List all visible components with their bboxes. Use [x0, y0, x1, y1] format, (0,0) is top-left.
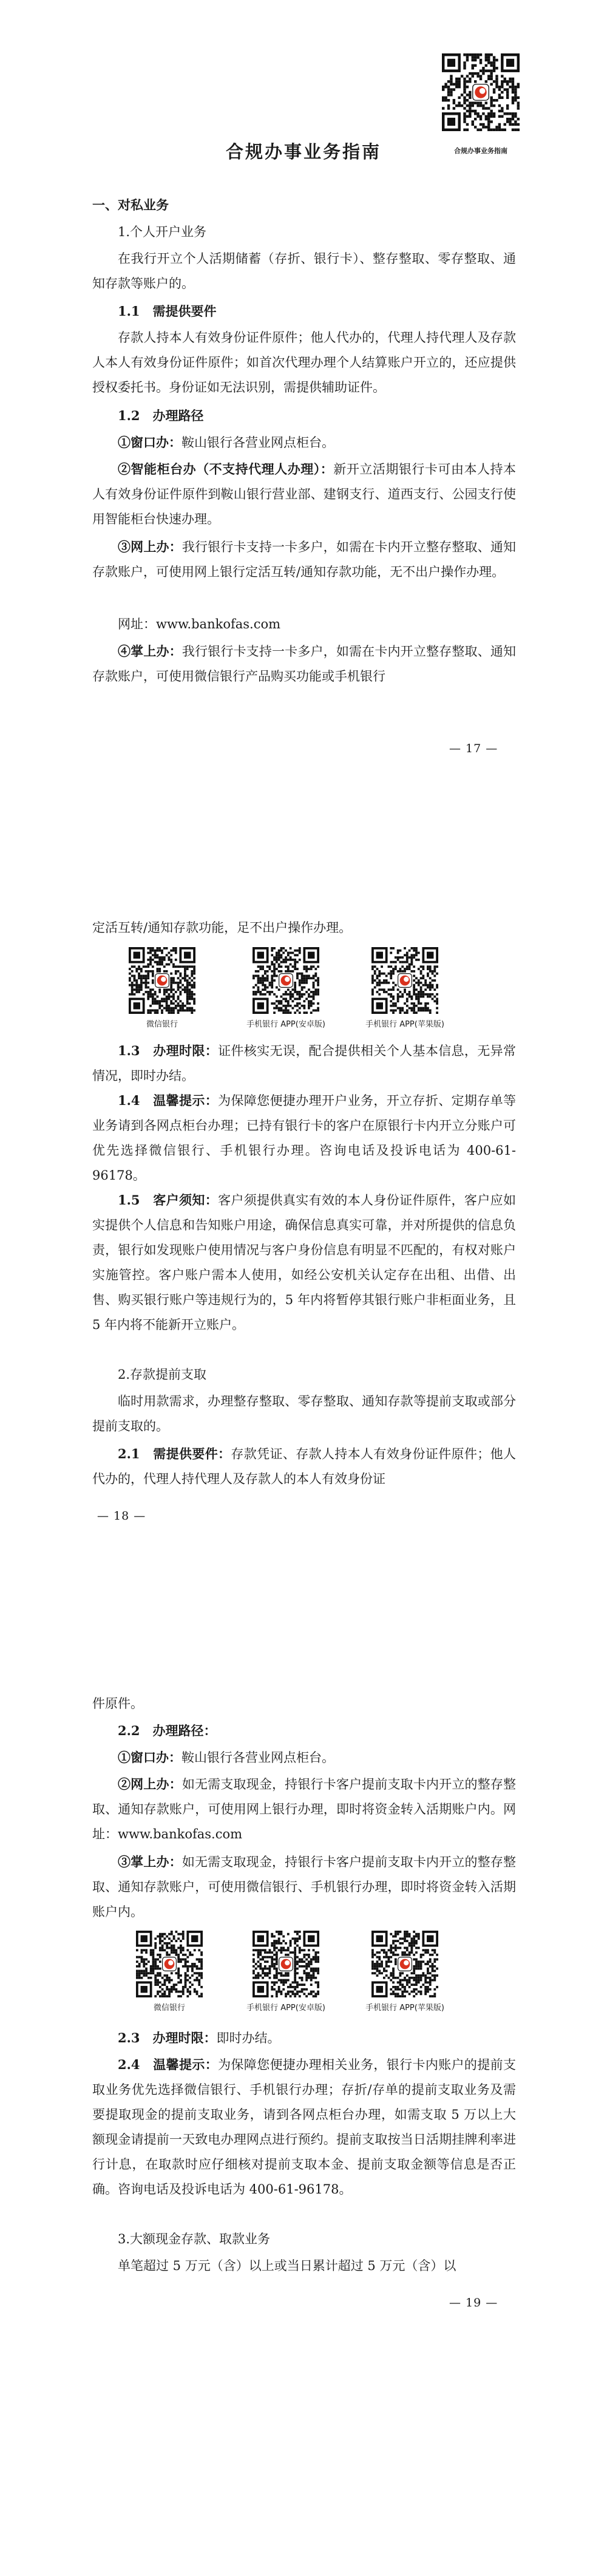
- item-label: ③掌上办：: [118, 1854, 182, 1869]
- qr-code-icon: [253, 947, 319, 1014]
- item-label: ①窗口办：: [118, 435, 181, 450]
- header-qr-code: [442, 53, 520, 131]
- item-label: 1.5 客户须知：: [118, 1192, 219, 1208]
- item-text: 为保障您便捷办理开户业务，开立存折、定期存单等业务请到各网点柜台办理；已持有银行卡的客户在原银行卡内开立分账户可优先选择微信银行、手机银行办理。咨询电话及投诉电话为 400-61-96178。: [92, 1093, 516, 1183]
- item-text: 存款凭证、存款人持本人有效身份证件原件；他人代办的，代理人持代理人及存款人的本人有效身份证: [92, 1447, 516, 1486]
- paragraph: [92, 430, 516, 455]
- page-title: 合规办事业务指南: [225, 141, 381, 162]
- header-qr-caption: 合规办事业务指南: [454, 147, 507, 155]
- item-label: 1.4 温馨提示：: [118, 1093, 219, 1108]
- paragraph: [92, 1745, 516, 1770]
- paragraph: [92, 2052, 516, 2202]
- subheading: 1.个人开户业务: [118, 225, 207, 239]
- section-heading: 一、对私业务: [92, 198, 169, 212]
- item-label: 1.3 办理时限：: [118, 1043, 219, 1058]
- bank-logo-icon: [473, 84, 489, 100]
- bank-logo-icon: [398, 974, 412, 988]
- qr-caption: 微信银行: [146, 1020, 178, 1029]
- item-text: 为保障您便捷办理相关业务，银行卡内账户的提前支取业务优先选择微信银行、手机银行办理；存折/存单的提前支取业务及需要提取现金的提前支取业务，请到各网点柜台办理，如需支取 5 万以上大额现金请提前一天致电办理网点进行预约。提前支取按当日活期挂牌利率进行计息，在取款时应仔细核对提前支取本金、提前支取金额等信息是否正确。咨询电话及投诉电话为 400-61-96178。: [92, 2058, 516, 2197]
- paragraph: [92, 1188, 516, 1337]
- qr-android: [253, 1931, 319, 1997]
- qr-code-icon: [371, 1931, 438, 1997]
- qr-code-icon: [442, 53, 520, 131]
- subheading: 3.大额现金存款、取款业务: [118, 2232, 271, 2246]
- item-label: ③网上办：: [118, 539, 182, 554]
- url-line: 网址：www.bankofas.com: [118, 617, 281, 631]
- bank-logo-icon: [163, 1957, 177, 1971]
- qr-wechat: [129, 947, 195, 1014]
- item-label: 2.1 需提供要件：: [118, 1446, 231, 1461]
- page-number: — 17 —: [449, 742, 498, 755]
- paragraph: 临时用款需求，办理整存整取、零存整取、通知存款等提前支取或部分提前支取的。: [92, 1394, 516, 1433]
- subheading: 2.存款提前支取: [118, 1367, 207, 1382]
- qr-android: [253, 947, 319, 1014]
- item-text: 鞍山银行各营业网点柜台。: [181, 1750, 334, 1765]
- qr-ios: [371, 1931, 438, 1997]
- item-text: 新开立活期银行卡可由本人持本人有效身份证件原件到鞍山银行营业部、建钢支行、道西支行、公园支行使用智能柜台快速办理。: [92, 462, 517, 526]
- paragraph: [92, 1849, 516, 1925]
- qr-ios: [371, 947, 438, 1014]
- bank-logo-icon: [398, 1957, 412, 1971]
- item-text: 客户须提供真实有效的本人身份证件原件，客户应如实提供个人信息和告知账户用途，确保信息真实可靠，并对所提供的信息负责，银行如发现账户使用情况与客户身份信息有明显不匹配的，有权对账户实施管控。客户账户需本人使用，如经公安机关认定存在出租、出借、出售、购买银行账户等违规行为的，5 年内将暂停其银行账户非柜面业务，且 5 年内将不能新开立账户。: [92, 1193, 516, 1332]
- paragraph: 存款人持本人有效身份证件原件；他人代办的，代理人持代理人及存款人本人有效身份证件原件；如首次代理办理个人结算账户开立的，还应提供授权委托书。身份证如无法识别，需提供辅助证件。: [92, 330, 516, 395]
- item-text: 即时办结。: [216, 2031, 280, 2045]
- qr-caption: 手机银行 APP(安卓版): [246, 2003, 325, 2013]
- qr-caption: 微信银行: [153, 2003, 185, 2013]
- item-heading: 1.2 办理路径: [118, 408, 204, 423]
- bank-logo-icon: [279, 974, 293, 988]
- item-label: ④掌上办：: [118, 644, 182, 659]
- paragraph: [92, 534, 516, 585]
- item-label: ②网上办：: [118, 1776, 182, 1792]
- paragraph: 单笔超过 5 万元（含）以上或当日累计超过 5 万元（含）以: [118, 2258, 456, 2273]
- paragraph: 定活互转/通知存款功能，足不出户操作办理。: [92, 920, 352, 935]
- qr-caption: 手机银行 APP(苹果版): [365, 1020, 444, 1029]
- item-text: 鞍山银行各营业网点柜台。: [181, 435, 334, 450]
- item-label: 2.4 温馨提示：: [118, 2057, 219, 2072]
- paragraph: [92, 1772, 516, 1847]
- qr-code-icon: [129, 947, 195, 1014]
- qr-code-icon: [371, 947, 438, 1014]
- item-label: 2.3 办理时限：: [118, 2030, 217, 2045]
- qr-wechat: [136, 1931, 203, 1997]
- paragraph: 在我行开立个人活期储蓄（存折、银行卡）、整存整取、零存整取、通知存款等账户的。: [92, 251, 516, 291]
- page-number: — 18 —: [97, 1509, 146, 1523]
- qr-code-icon: [136, 1931, 203, 1997]
- paragraph: [92, 1441, 516, 1492]
- bank-logo-icon: [279, 1957, 293, 1971]
- paragraph: [92, 1038, 516, 1089]
- page-number: — 19 —: [449, 2296, 498, 2309]
- qr-caption: 手机银行 APP(安卓版): [246, 1020, 325, 1029]
- item-label: ①窗口办：: [118, 1750, 181, 1765]
- bank-logo-icon: [155, 974, 169, 988]
- paragraph: [92, 639, 516, 689]
- paragraph: 件原件。: [92, 1696, 143, 1711]
- qr-caption: 手机银行 APP(苹果版): [365, 2003, 444, 2013]
- paragraph: [92, 457, 516, 532]
- item-text: 我行银行卡支持一卡多户，如需在卡内开立整存整取、通知存款账户，可使用微信银行产品购买功能或手机银行: [92, 644, 517, 684]
- item-heading: 2.2 办理路径：: [118, 1723, 217, 1738]
- item-heading: 1.1 需提供要件: [118, 304, 217, 319]
- item-label: ②智能柜台办（不支持代理人办理）：: [118, 461, 334, 477]
- paragraph: [92, 2025, 516, 2051]
- item-text: 如无需支取现金，持银行卡客户提前支取卡内开立的整存整取、通知存款账户，可使用网上银行办理，即时将资金转入活期账户内。网址：www.bankofas.com: [92, 1777, 517, 1841]
- item-text: 证件核实无误，配合提供相关个人基本信息，无异常情况，即时办结。: [92, 1044, 516, 1083]
- item-text: 我行银行卡支持一卡多户，如需在卡内开立整存整取、通知存款账户，可使用网上银行定活互转/通知存款功能，无不出户操作办理。: [92, 540, 517, 579]
- item-text: 如无需支取现金，持银行卡客户提前支取卡内开立的整存整取、通知存款账户，可使用微信银行、手机银行办理，即时将资金转入活期账户内。: [92, 1855, 517, 1919]
- paragraph: [92, 1088, 516, 1188]
- qr-code-icon: [253, 1931, 319, 1997]
